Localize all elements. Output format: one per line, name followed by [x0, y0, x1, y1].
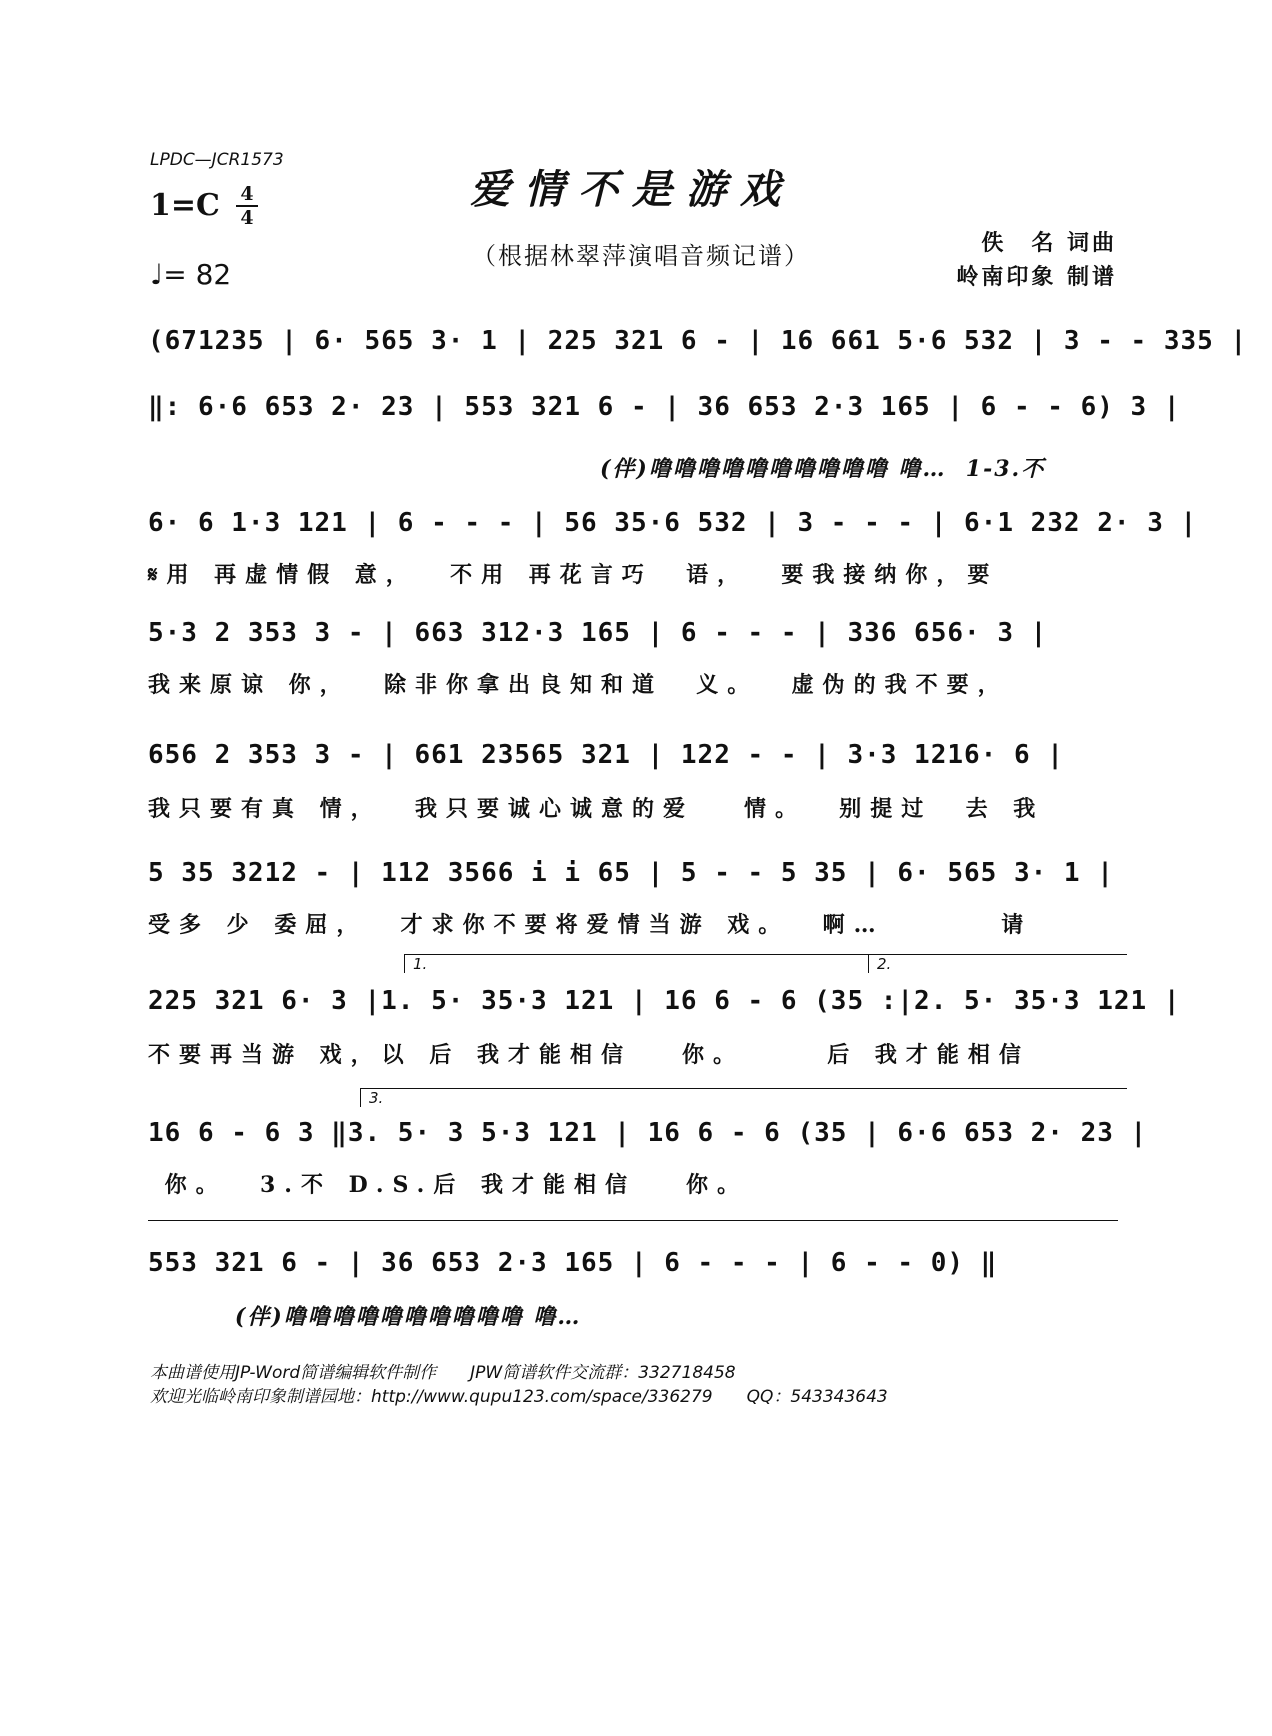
score-row-6 — [148, 858, 1118, 902]
key-signature: 1=C — [150, 188, 220, 223]
lyric-row-8: 你。 3.不 D.S.后 我才能相信 你。 — [148, 1172, 748, 1198]
time-signature — [236, 184, 258, 228]
notation-line: 5 35 3212 - | 112 3566 i i 65 | 5 - - 5 35 | 6· 565 3· 1 | — [148, 858, 1114, 888]
song-title: 爱情不是游戏 — [470, 166, 794, 213]
credit-composer: 佚 名 词曲 — [981, 230, 1117, 256]
meter-top: 4 — [240, 183, 254, 205]
volta-3: 3. — [360, 1088, 1127, 1107]
score-row-1 — [148, 326, 1248, 370]
score-row-9 — [148, 1248, 1118, 1292]
notation-line: ‖: 6·6 653 2· 23 | 553 321 6 - | 36 653 2·3 165 | 6 - - 6) 3 | — [148, 392, 1181, 422]
song-subtitle: （根据林翠萍演唱音频记谱） — [472, 242, 810, 270]
notation-line: (671235 | 6· 565 3· 1 | 225 321 6 - | 16 661 5·6 532 | 3 - - 335 | — [148, 326, 1248, 356]
tempo-mark: ♩= 82 — [150, 258, 232, 291]
lyric-row-6: 受多 少 委屈， 才求你不要将爱情当游 戏。 啊… 请 — [148, 912, 1033, 938]
lyric-row-9: (伴)噜噜噜噜噜噜噜噜噜噜 噜… — [148, 1304, 582, 1330]
score-row-2 — [148, 392, 1181, 436]
score-row-5 — [148, 740, 1118, 784]
footer-website: 欢迎光临岭南印象制谱园地：http://www.qupu123.com/space/336279 QQ：543343643 — [150, 1387, 888, 1407]
lyric-row-2: (伴)噜噜噜噜噜噜噜噜噜噜 噜… 1-3.不 — [600, 456, 1046, 482]
score-code: LPDC—JCR1573 — [150, 150, 284, 170]
notation-line: 553 321 6 - | 36 653 2·3 165 | 6 - - - | 6 - - 0) ‖ — [148, 1248, 998, 1278]
volta-2: 2. — [868, 954, 1127, 973]
meter-bottom: 4 — [240, 207, 254, 229]
lyric-row-3: 𝄋用 再虚情假 意， 不用 再花言巧 语， 要我接纳你，要 — [148, 562, 999, 588]
notation-line: 656 2 353 3 - | 661 23565 321 | 122 - - | 3·3 1216· 6 | — [148, 740, 1064, 770]
volta-1: 1. — [404, 954, 873, 973]
lyric-row-7: 不要再当游 戏，以 后 我才能相信 你。 后 我才能相信 — [148, 1042, 1030, 1068]
footer-software: 本曲谱使用JP-Word简谱编辑软件制作 JPW简谱软件交流群：332718458 — [150, 1363, 736, 1383]
lyric-row-5: 我只要有真 情， 我只要诚心诚意的爱 情。 别提过 去 我 — [148, 796, 1045, 822]
notation-line: 5·3 2 353 3 - | 663 312·3 165 | 6 - - - | 336 656· 3 | — [148, 618, 1048, 648]
score-row-3 — [148, 508, 1198, 552]
score-row-4 — [148, 618, 1118, 662]
notation-line: 16 6 - 6 3 ‖3. 5· 3 5·3 121 | 16 6 - 6 (35 | 6·6 653 2· 23 | — [148, 1118, 1148, 1148]
lyric-row-4: 我来原谅 你， 除非你拿出良知和道 义。 虚伪的我不要， — [148, 672, 1009, 698]
notation-line: 6· 6 1·3 121 | 6 - - - | 56 35·6 532 | 3 - - - | 6·1 232 2· 3 | — [148, 508, 1198, 538]
score-row-8 — [148, 1118, 1148, 1162]
score-row-7 — [148, 986, 1181, 1030]
slur-line — [148, 1220, 1118, 1221]
credit-transcriber: 岭南印象 制谱 — [956, 264, 1117, 290]
notation-line: 225 321 6· 3 |1. 5· 35·3 121 | 16 6 - 6 (35 :|2. 5· 35·3 121 | — [148, 986, 1181, 1016]
